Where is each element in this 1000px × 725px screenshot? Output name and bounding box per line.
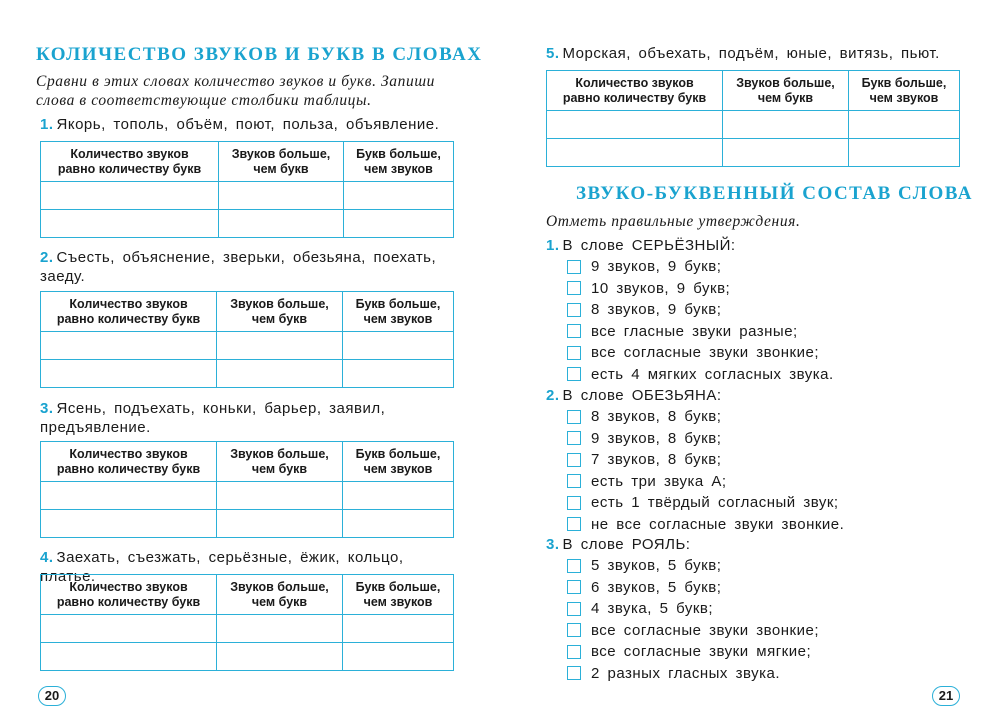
checkbox[interactable]	[567, 496, 581, 510]
answer-table-2	[40, 291, 454, 388]
option[interactable]: есть 1 твёрдый согласный звук;	[567, 492, 844, 514]
header-more-letters: Букв больше, чем звуков	[344, 142, 454, 182]
section-title-sounds-letters: КОЛИЧЕСТВО ЗВУКОВ И БУКВ В СЛОВАХ	[36, 44, 483, 65]
answer-cell[interactable]	[849, 111, 960, 139]
option[interactable]: 9 звуков, 8 букв;	[567, 428, 844, 450]
answer-cell[interactable]	[343, 332, 454, 360]
answer-cell[interactable]	[41, 210, 219, 238]
answer-cell[interactable]	[343, 360, 454, 388]
task-2	[40, 248, 455, 286]
question-3	[546, 535, 690, 554]
option[interactable]: 10 звуков, 9 букв;	[567, 278, 834, 300]
header-equal: Количество звуков равно количеству букв	[41, 292, 217, 332]
answer-cell[interactable]	[343, 643, 454, 671]
answer-cell[interactable]	[344, 182, 454, 210]
answer-cell[interactable]	[217, 360, 343, 388]
option[interactable]: 9 звуков, 9 букв;	[567, 256, 834, 278]
answer-cell[interactable]	[343, 615, 454, 643]
answer-cell[interactable]	[217, 643, 343, 671]
answer-cell[interactable]	[217, 332, 343, 360]
option[interactable]: 7 звуков, 8 букв;	[567, 449, 844, 471]
checkbox[interactable]	[567, 281, 581, 295]
task-words: Съесть, объяснение, зверьки, обезьяна, поехать, заеду.	[40, 249, 437, 285]
header-equal: Количество звуков равно количеству букв	[547, 71, 723, 111]
task-number: 5.	[546, 45, 560, 62]
task-words: Ясень, подъехать, коньки, барьер, заявил, предъявление.	[40, 400, 386, 436]
checkbox[interactable]	[567, 623, 581, 637]
answer-cell[interactable]	[41, 482, 217, 510]
answer-cell[interactable]	[723, 139, 849, 167]
task-words: Заехать, съезжать, серьёзные, ёжик, кольцо, платье.	[40, 549, 404, 585]
header-more-sounds: Звуков больше, чем букв	[217, 575, 343, 615]
task-number: 2.	[40, 249, 54, 266]
answer-table-1	[40, 141, 454, 238]
option[interactable]: 8 звуков, 9 букв;	[567, 299, 834, 321]
checkbox[interactable]	[567, 645, 581, 659]
question-number: 1.	[546, 237, 560, 254]
checkbox[interactable]	[567, 324, 581, 338]
header-more-letters: Букв больше, чем звуков	[849, 71, 960, 111]
checkbox[interactable]	[567, 666, 581, 680]
header-equal: Количество звуков равно количеству букв	[41, 575, 217, 615]
checkbox[interactable]	[567, 346, 581, 360]
checkbox[interactable]	[567, 474, 581, 488]
option[interactable]: 2 разных гласных звука.	[567, 663, 819, 685]
answer-cell[interactable]	[547, 139, 723, 167]
option[interactable]: есть 4 мягких согласных звука.	[567, 364, 834, 386]
option[interactable]: 6 звуков, 5 букв;	[567, 577, 819, 599]
header-equal: Количество звуков равно количеству букв	[41, 442, 217, 482]
question-text: В слове ОБЕЗЬЯНА:	[562, 387, 722, 404]
answer-cell[interactable]	[41, 643, 217, 671]
answer-table-3	[40, 441, 454, 538]
answer-cell[interactable]	[217, 482, 343, 510]
question-2	[546, 386, 722, 405]
answer-cell[interactable]	[219, 210, 344, 238]
header-more-letters: Букв больше, чем звуков	[343, 442, 454, 482]
checkbox[interactable]	[567, 580, 581, 594]
checkbox[interactable]	[567, 367, 581, 381]
header-more-letters: Букв больше, чем звуков	[343, 292, 454, 332]
header-more-sounds: Звуков больше, чем букв	[217, 292, 343, 332]
header-more-letters: Букв больше, чем звуков	[343, 575, 454, 615]
answer-cell[interactable]	[343, 510, 454, 538]
task-3	[40, 399, 455, 437]
answer-cell[interactable]	[343, 482, 454, 510]
checkbox[interactable]	[567, 453, 581, 467]
header-more-sounds: Звуков больше, чем букв	[217, 442, 343, 482]
option[interactable]: не все согласные звуки звонкие.	[567, 514, 844, 536]
checkbox[interactable]	[567, 410, 581, 424]
header-more-sounds: Звуков больше, чем букв	[219, 142, 344, 182]
option[interactable]: 4 звука, 5 букв;	[567, 598, 819, 620]
section-title-sound-letter: ЗВУКО-БУКВЕННЫЙ СОСТАВ СЛОВА	[576, 183, 973, 204]
question-3-options	[567, 555, 819, 684]
answer-cell[interactable]	[723, 111, 849, 139]
question-number: 2.	[546, 387, 560, 404]
task-words: Морская, объехать, подъём, юные, витязь, пьют.	[562, 45, 940, 62]
page-number-right: 21	[932, 686, 960, 706]
instruction-text: Отметь правильные утверждения.	[546, 213, 801, 230]
task-5	[546, 44, 966, 63]
answer-cell[interactable]	[41, 332, 217, 360]
question-text: В слове СЕРЬЁЗНЫЙ:	[562, 237, 736, 254]
question-1-options	[567, 256, 834, 385]
question-2-options	[567, 406, 844, 535]
option[interactable]: 8 звуков, 8 букв;	[567, 406, 844, 428]
answer-table-5	[546, 70, 960, 167]
task-number: 3.	[40, 400, 54, 417]
question-number: 3.	[546, 536, 560, 553]
option[interactable]: все гласные звуки разные;	[567, 321, 834, 343]
option[interactable]: есть три звука А;	[567, 471, 844, 493]
answer-cell[interactable]	[217, 615, 343, 643]
answer-cell[interactable]	[849, 139, 960, 167]
task-words: Якорь, тополь, объём, поют, польза, объявление.	[56, 116, 440, 133]
checkbox[interactable]	[567, 431, 581, 445]
question-text: В слове РОЯЛЬ:	[562, 536, 691, 553]
answer-cell[interactable]	[547, 111, 723, 139]
answer-cell[interactable]	[217, 510, 343, 538]
page-number-left: 20	[38, 686, 66, 706]
task-1	[40, 115, 455, 134]
question-1	[546, 236, 736, 255]
answer-cell[interactable]	[344, 210, 454, 238]
checkbox[interactable]	[567, 517, 581, 531]
option[interactable]: 5 звуков, 5 букв;	[567, 555, 819, 577]
instruction-text: Сравни в этих словах количество звуков и букв. Запиши слова в соответствующие столбики таблицы.	[36, 73, 436, 109]
answer-table-4	[40, 574, 454, 671]
checkbox[interactable]	[567, 602, 581, 616]
answer-cell[interactable]	[41, 360, 217, 388]
option[interactable]: все согласные звуки звонкие;	[567, 620, 819, 642]
header-more-sounds: Звуков больше, чем букв	[723, 71, 849, 111]
header-equal: Количество звуков равно количеству букв	[41, 142, 219, 182]
option[interactable]: все согласные звуки мягкие;	[567, 641, 819, 663]
task-number: 4.	[40, 549, 54, 566]
checkbox[interactable]	[567, 559, 581, 573]
checkbox[interactable]	[567, 260, 581, 274]
answer-cell[interactable]	[219, 182, 344, 210]
right-page	[500, 0, 1000, 725]
option[interactable]: все согласные звуки звонкие;	[567, 342, 834, 364]
answer-cell[interactable]	[41, 182, 219, 210]
checkbox[interactable]	[567, 303, 581, 317]
answer-cell[interactable]	[41, 510, 217, 538]
task-number: 1.	[40, 116, 54, 133]
answer-cell[interactable]	[41, 615, 217, 643]
